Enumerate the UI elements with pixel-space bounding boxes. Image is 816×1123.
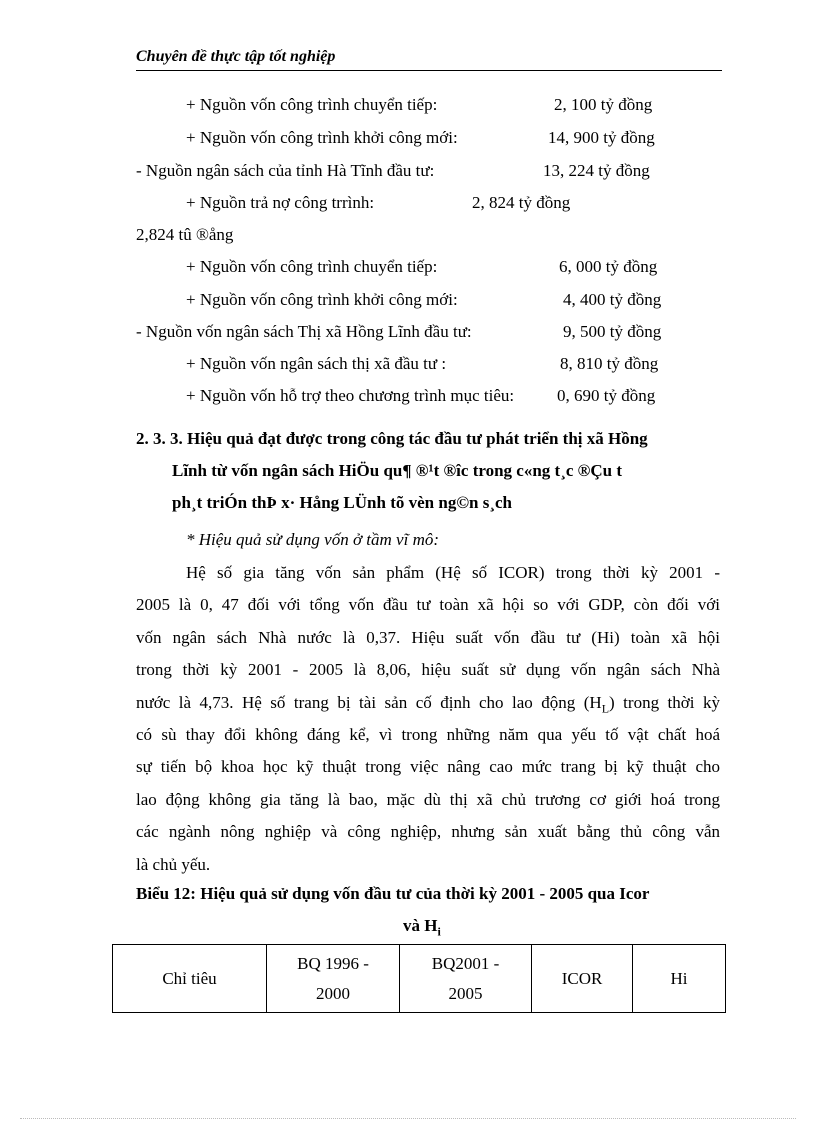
paragraph-line: lao động không gia tăng là bao, mặc dù thị xã chủ trương cơ giới hoá trong bbox=[136, 789, 720, 809]
header-text: Chỉ tiêu bbox=[162, 968, 217, 988]
body-paragraph bbox=[136, 557, 720, 881]
budget-line-label: - Nguồn ngân sách của tỉnh Hà Tĩnh đầu tư: bbox=[136, 161, 435, 180]
hl-subscript: L bbox=[601, 700, 610, 715]
paragraph-line-tail: ) trong thời kỳ bbox=[609, 692, 720, 712]
subheading: * Hiệu quả sử dụng vốn ở tầm vĩ mô: bbox=[186, 530, 440, 549]
section-heading: 2. 3. 3. Hiệu quả đạt được trong công tác đầu tư phát triển thị xã Hồng bbox=[136, 429, 648, 448]
paragraph-line: sự tiến bộ khoa học kỹ thuật trong việc nâng cao mức trang bị kỹ thuật cho bbox=[136, 757, 720, 777]
table-header-cell bbox=[113, 945, 267, 1013]
table-header-cell bbox=[532, 945, 633, 1013]
paragraph-line: vốn ngân sách Nhà nước là 0,37. Hiệu suất vốn đầu tư (Hi) toàn xã hội bbox=[136, 627, 720, 647]
budget-line-amount: 4, 400 tỷ đồng bbox=[563, 290, 662, 309]
paragraph-line: 2005 là 0, 47 đối với tổng vốn đầu tư toàn xã hội so với GDP, còn đối với bbox=[136, 595, 720, 615]
header-text: 2005 bbox=[448, 983, 483, 1003]
header-text: Hi bbox=[670, 968, 688, 988]
header-title: Chuyên đề thực tập tốt nghiệp bbox=[136, 48, 336, 65]
budget-line-amount: 8, 810 tỷ đồng bbox=[560, 354, 659, 373]
header-text: ICOR bbox=[561, 968, 603, 988]
paragraph-line: Hệ số gia tăng vốn sản phẩm (Hệ số ICOR) trong thời kỳ 2001 - bbox=[186, 563, 720, 582]
page-header bbox=[136, 48, 722, 71]
budget-line-amount: 2, 824 tỷ đồng bbox=[472, 193, 571, 212]
paragraph-line: trong thời kỳ 2001 - 2005 là 8,06, hiệu suất sử dụng vốn ngân sách Nhà bbox=[136, 660, 720, 680]
budget-line-amount: 13, 224 tỷ đồng bbox=[543, 161, 650, 180]
header-text: BQ 1996 - bbox=[297, 953, 369, 973]
data-table bbox=[112, 944, 726, 1013]
budget-line-label: + Nguồn trả nợ công trrình: bbox=[186, 193, 375, 212]
header-text: 2000 bbox=[316, 983, 350, 1003]
paragraph-line-hl bbox=[136, 687, 720, 719]
table-header-cell bbox=[633, 945, 726, 1013]
budget-line-amount: 9, 500 tỷ đồng bbox=[563, 322, 662, 341]
page-bottom-border bbox=[20, 1118, 796, 1119]
budget-line-amount: 0, 690 tỷ đồng bbox=[557, 386, 656, 405]
section-heading-cont: ph¸t triÓn thÞ x· Hång LÜnh tõ vèn ng©n s¸ch bbox=[172, 493, 513, 512]
paragraph-line: có sù thay đổi không đáng kể, vì trong những năm qua yếu tố vật chất hoá bbox=[136, 724, 720, 744]
budget-line-label: + Nguồn vốn công trình chuyển tiếp: bbox=[186, 257, 438, 276]
header-text: BQ2001 - bbox=[431, 953, 500, 973]
budget-line-label: + Nguồn vốn công trình khởi công mới: bbox=[186, 128, 458, 147]
paragraph-line: nước là 4,73. Hệ số trang bị tài sản cố định cho lao động (H bbox=[136, 692, 602, 712]
paragraph-line: các ngành nông nghiệp và công nghiệp, nhưng sản xuất bằng thủ công vẫn bbox=[136, 822, 720, 842]
budget-line-label: + Nguồn vốn công trình chuyển tiếp: bbox=[186, 95, 438, 114]
budget-line-amount: 6, 000 tỷ đồng bbox=[559, 257, 658, 276]
budget-line-amount: 2, 100 tỷ đồng bbox=[554, 95, 653, 114]
budget-line-label: 2,824 tû ®ång bbox=[136, 225, 234, 244]
table-header-row bbox=[113, 945, 726, 1013]
caption-text: và H bbox=[403, 916, 438, 935]
budget-line-label: + Nguồn vốn công trình khởi công mới: bbox=[186, 290, 458, 309]
paragraph-line: là chủ yếu. bbox=[136, 854, 211, 874]
budget-line-amount: 14, 900 tỷ đồng bbox=[548, 128, 655, 147]
budget-line-label: - Nguồn vốn ngân sách Thị xã Hồng Lĩnh đầu tư: bbox=[136, 322, 472, 341]
budget-line-label: + Nguồn vốn hỗ trợ theo chương trình mục tiêu: bbox=[186, 386, 515, 405]
budget-line-label: + Nguồn vốn ngân sách thị xã đầu tư : bbox=[186, 354, 447, 373]
table-header-cell bbox=[400, 945, 532, 1013]
caption-subscript: i bbox=[437, 924, 441, 939]
table-header-cell bbox=[267, 945, 400, 1013]
section-heading-cont: Lĩnh từ vốn ngân sách HiÖu qu¶ ®¹t ®îc trong c«ng t¸c ®Çu t bbox=[172, 461, 623, 480]
table-caption-line2 bbox=[403, 916, 441, 939]
table-caption: Biểu 12: Hiệu quả sử dụng vốn đầu tư của thời kỳ 2001 - 2005 qua Icor bbox=[136, 884, 650, 903]
